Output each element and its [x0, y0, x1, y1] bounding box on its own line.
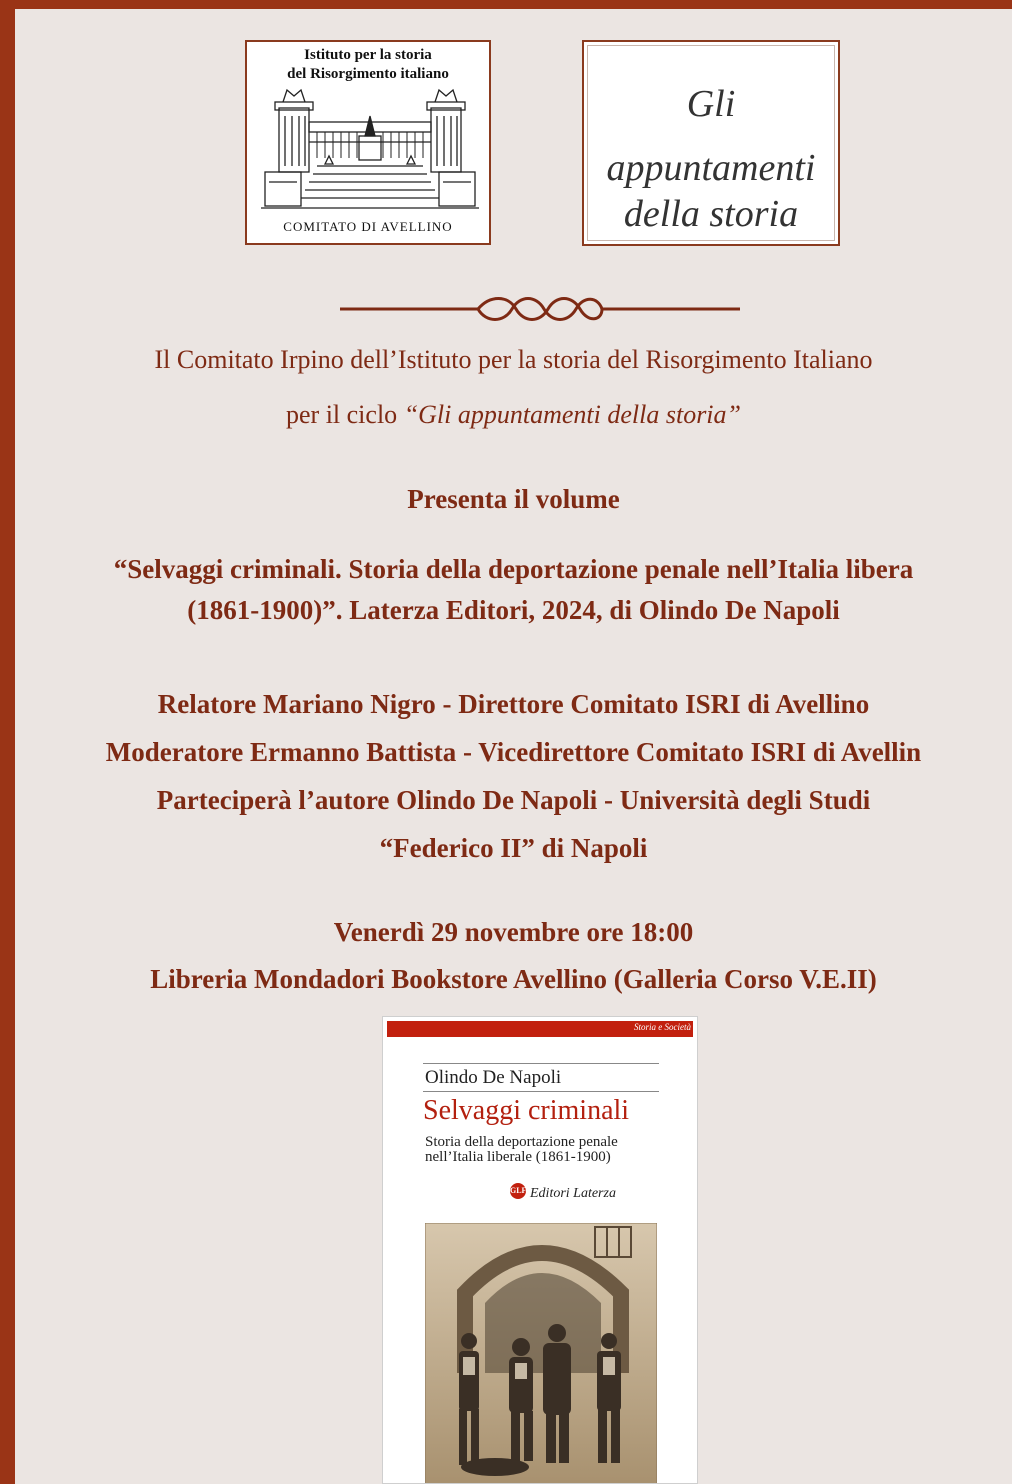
- cover-subtitle-line2: nell’Italia liberale (1861-1900): [425, 1149, 611, 1165]
- isri-logo: [245, 40, 491, 245]
- cover-publisher: Editori Laterza: [530, 1186, 616, 1201]
- appuntamenti-logo: [582, 40, 840, 246]
- book-cover: [382, 1016, 698, 1484]
- ornament-divider-icon: [340, 293, 740, 325]
- cover-photo-image: [425, 1223, 657, 1484]
- appuntamenti-logo-line3: della storia: [623, 193, 799, 235]
- isri-logo-line2: del Risorgimento italiano: [287, 66, 449, 82]
- cover-rule-top: [423, 1063, 659, 1064]
- intro-cycle-name: “Gli appuntamenti della storia”: [403, 400, 741, 429]
- frame-left-border: [0, 0, 15, 1484]
- speaker-moderatore: Moderatore Ermanno Battista - Vicedirettore Comitato ISRI di Avellin: [105, 737, 922, 767]
- intro-line2: [15, 400, 1012, 430]
- cover-author: Olindo De Napoli: [425, 1067, 562, 1088]
- intro-line2-prefix: per il ciclo: [286, 400, 404, 429]
- speaker-relatore: Relatore Mariano Nigro - Direttore Comitato ISRI di Avellino: [157, 689, 870, 719]
- cover-series: Storia e Società: [634, 1022, 691, 1032]
- appuntamenti-logo-line1: Gli: [686, 83, 736, 125]
- book-title-line2: (1861-1900)”. Laterza Editori, 2024, di Olindo De Napoli: [187, 595, 840, 625]
- presents-heading: Presenta il volume: [407, 484, 620, 514]
- cover-rule-bottom: [423, 1091, 659, 1092]
- isri-logo-line1: Istituto per la storia: [304, 47, 432, 63]
- book-title-line1: “Selvaggi criminali. Storia della deportazione penale nell’Italia libera: [113, 554, 914, 584]
- event-place: Libreria Mondadori Bookstore Avellino (Galleria Corso V.E.II): [150, 964, 877, 994]
- cover-subtitle-line1: Storia della deportazione penale: [425, 1134, 618, 1150]
- appuntamenti-logo-line2: appuntamenti: [606, 147, 816, 189]
- publisher-logo-icon: GLF: [510, 1183, 526, 1199]
- cover-subtitle: [425, 1135, 618, 1165]
- frame-top-border: [0, 0, 1012, 9]
- cover-title: Selvaggi criminali: [423, 1095, 630, 1126]
- speaker-autore-affiliation: “Federico II” di Napoli: [379, 833, 648, 863]
- isri-logo-bottom: COMITATO DI AVELLINO: [283, 219, 453, 234]
- intro-line1: Il Comitato Irpino dell’Istituto per la storia del Risorgimento Italiano: [154, 345, 873, 374]
- vittoriano-monument-icon: [261, 86, 479, 216]
- speaker-autore: Parteciperà l’autore Olindo De Napoli - Università degli Studi: [156, 785, 871, 815]
- event-date: Venerdì 29 novembre ore 18:00: [333, 917, 694, 947]
